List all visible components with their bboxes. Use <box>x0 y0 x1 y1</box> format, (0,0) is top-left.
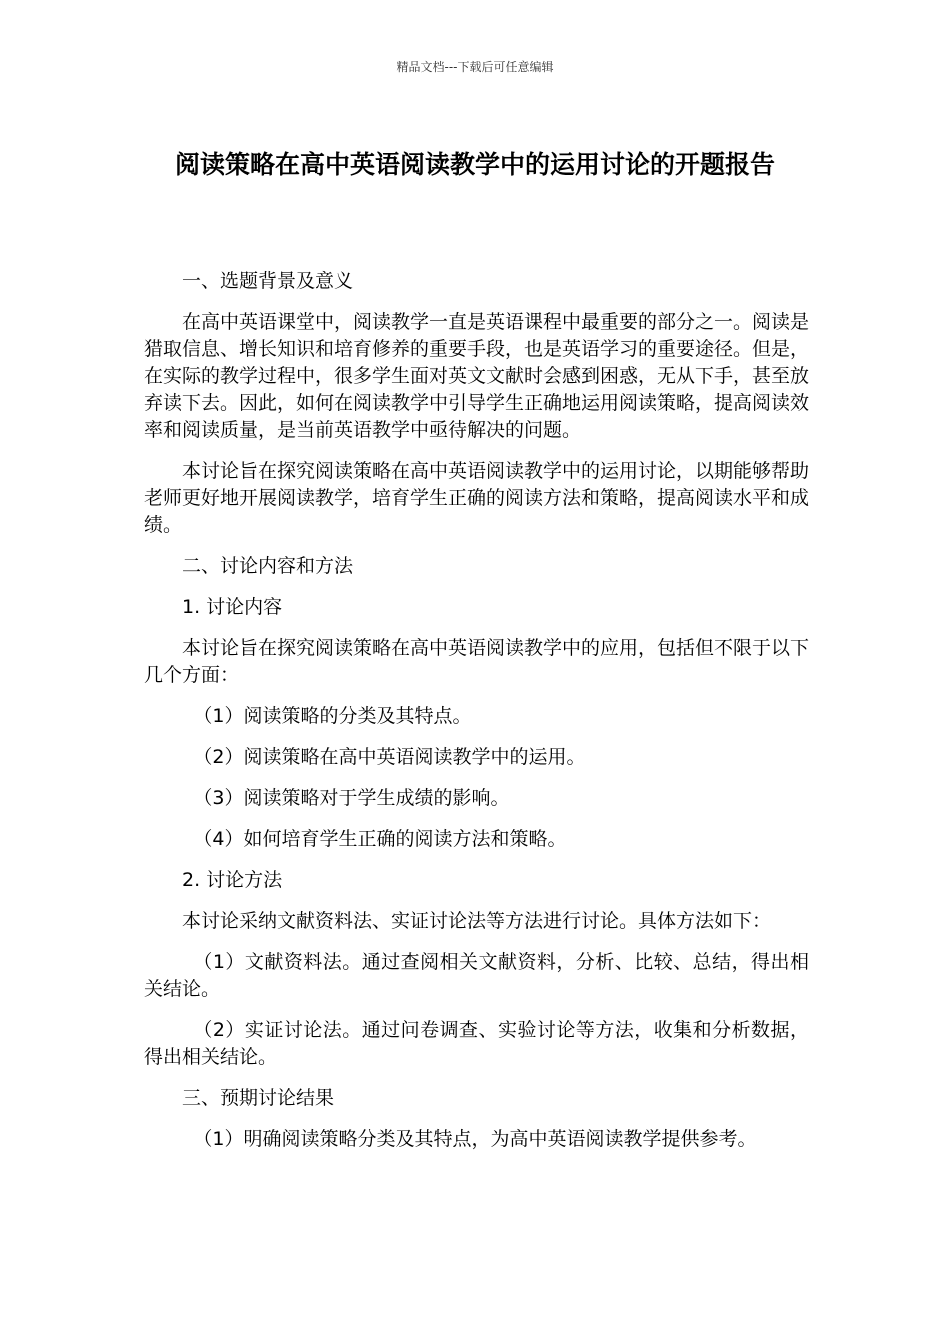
method-item: （1）文献资料法。通过查阅相关文献资料，分析、比较、总结，得出相关结论。 <box>144 951 809 1000</box>
section-heading-content-method: 二、讨论内容和方法 <box>182 555 354 577</box>
page-header: 精品文档---下载后可任意编辑 <box>396 60 554 74</box>
list-item: （4）如何培育学生正确的阅读方法和策略。 <box>193 828 567 850</box>
document-body <box>144 268 809 1167</box>
subheading-method: 2. 讨论方法 <box>182 869 283 891</box>
section-heading-expected-results: 三、预期讨论结果 <box>182 1087 335 1109</box>
paragraph: 在高中英语课堂中，阅读教学一直是英语课程中最重要的部分之一。阅读是猎取信息、增长知识和培育修养的重要手段，也是英语学习的重要途径。但是，在实际的教学过程中，很多学生面对英文文献时会感到困惑，无从下手，甚至放弃读下去。因此，如何在阅读教学中引导学生正确地运用阅读策略，提高阅读效率和阅读质量，是当前英语教学中亟待解决的问题。 <box>144 311 810 441</box>
method-item: （2）实证讨论法。通过问卷调查、实验讨论等方法，收集和分析数据，得出相关结论。 <box>144 1019 809 1068</box>
list-item: （1）阅读策略的分类及其特点。 <box>193 705 472 727</box>
paragraph: 本讨论旨在探究阅读策略在高中英语阅读教学中的运用讨论，以期能够帮助老师更好地开展阅读教学，培育学生正确的阅读方法和策略，提高阅读水平和成绩。 <box>144 460 810 536</box>
document-title: 阅读策略在高中英语阅读教学中的运用讨论的开题报告 <box>174 150 775 179</box>
result-item: （1）明确阅读策略分类及其特点，为高中英语阅读教学提供参考。 <box>193 1128 757 1150</box>
paragraph: 本讨论采纳文献资料法、实证讨论法等方法进行讨论。具体方法如下： <box>182 910 772 932</box>
subheading-content: 1. 讨论内容 <box>182 596 283 618</box>
list-item: （3）阅读策略对于学生成绩的影响。 <box>193 787 510 809</box>
list-item: （2）阅读策略在高中英语阅读教学中的运用。 <box>193 746 586 768</box>
section-heading-background: 一、选题背景及意义 <box>182 270 354 292</box>
paragraph: 本讨论旨在探究阅读策略在高中英语阅读教学中的应用，包括但不限于以下几个方面： <box>144 637 810 686</box>
